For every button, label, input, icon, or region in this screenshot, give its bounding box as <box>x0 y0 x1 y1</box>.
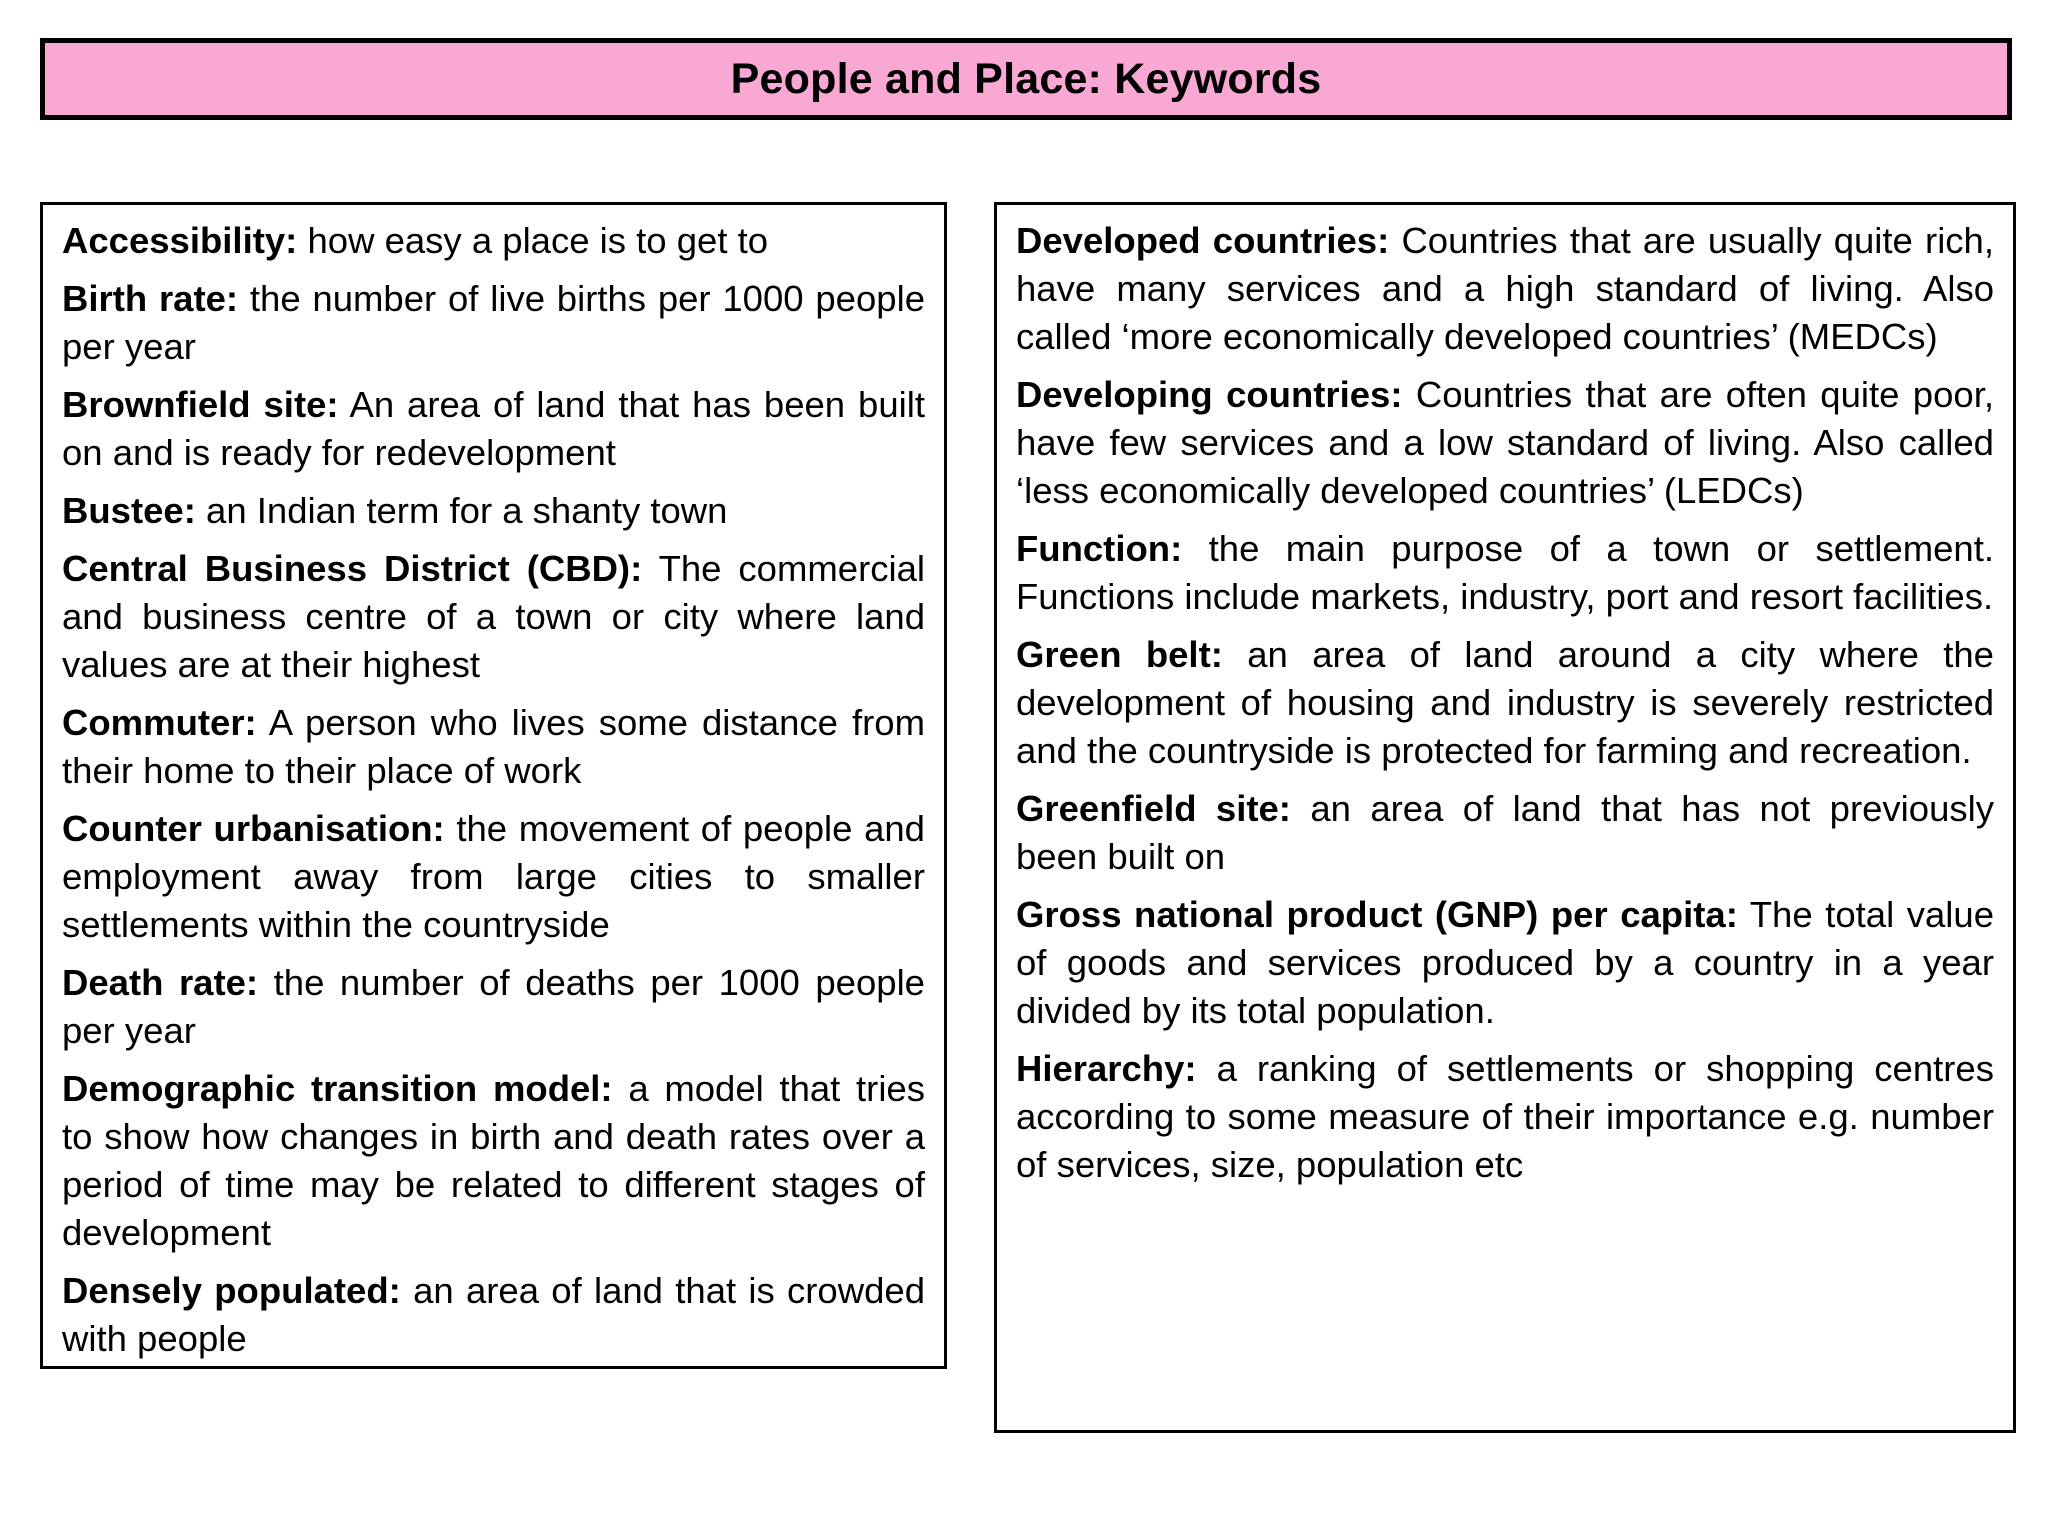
keyword-definition: an area of land around a city where the development of housing and industry is severely restricted and the countryside is protected for farming and recreation. <box>1016 634 1994 771</box>
keyword-entry-demographic-transition-model <box>62 1065 925 1257</box>
keyword-term: Hierarchy: <box>1016 1048 1197 1089</box>
keyword-entry-developing-countries <box>1016 371 1994 515</box>
keyword-definition: an area of land that is crowded with people <box>62 1270 925 1359</box>
keyword-term: Gross national product (GNP) per capita: <box>1016 894 1738 935</box>
keyword-entry-greenfield-site <box>1016 785 1994 881</box>
keyword-term: Green belt: <box>1016 634 1223 675</box>
keyword-definition: the number of deaths per 1000 people per year <box>62 962 925 1051</box>
keyword-definition: Countries that are usually quite rich, have many services and a high standard of living. Also called ‘more economically developed countries’ (MEDCs) <box>1016 220 1994 357</box>
keyword-term: Function: <box>1016 528 1183 569</box>
keyword-definition: how easy a place is to get to <box>307 220 769 261</box>
keyword-term: Bustee: <box>62 490 196 531</box>
keyword-entry-death-rate <box>62 959 925 1055</box>
keyword-definition: the movement of people and employment away from large cities to smaller settlements within the countryside <box>62 808 925 945</box>
keyword-definition: an area of land that has not previously been built on <box>1016 788 1994 877</box>
keyword-definition: An area of land that has been built on and is ready for redevelopment <box>62 384 925 473</box>
keyword-definition: the number of live births per 1000 people per year <box>62 278 925 367</box>
keyword-term: Central Business District (CBD): <box>62 548 643 589</box>
title-banner <box>40 38 2012 120</box>
keyword-entry-green-belt <box>1016 631 1994 775</box>
keyword-entry-bustee <box>62 487 925 535</box>
keyword-entry-commuter <box>62 699 925 795</box>
keyword-term: Death rate: <box>62 962 259 1003</box>
keyword-definition: The commercial and business centre of a town or city where land values are at their highest <box>62 548 926 685</box>
keyword-definition: the main purpose of a town or settlement. Functions include markets, industry, port and resort facilities. <box>1016 528 1994 617</box>
keyword-entry-accessibility <box>62 217 925 265</box>
keyword-term: Developed countries: <box>1016 220 1390 261</box>
keyword-definition: an Indian term for a shanty town <box>206 490 728 531</box>
keyword-term: Accessibility: <box>62 220 298 261</box>
keyword-entry-function <box>1016 525 1994 621</box>
right-keywords-box <box>994 202 2016 1433</box>
keyword-definition: a model that tries to show how changes in birth and death rates over a period of time may be related to different stages of development <box>62 1068 925 1253</box>
keyword-entry-gnp-per-capita <box>1016 891 1994 1035</box>
keyword-entry-birth-rate <box>62 275 925 371</box>
keyword-term: Counter urbanisation: <box>62 808 445 849</box>
keyword-term: Greenfield site: <box>1016 788 1291 829</box>
page-title: People and Place: Keywords <box>730 54 1322 103</box>
keyword-definition: The total value of goods and services produced by a country in a year divided by its total population. <box>1016 894 1994 1031</box>
keyword-entry-hierarchy <box>1016 1045 1994 1189</box>
keyword-definition: A person who lives some distance from their home to their place of work <box>62 702 925 791</box>
keyword-entry-counter-urbanisation <box>62 805 925 949</box>
keyword-term: Developing countries: <box>1016 374 1403 415</box>
keyword-entry-densely-populated <box>62 1267 925 1363</box>
keyword-term: Birth rate: <box>62 278 239 319</box>
keyword-entry-cbd <box>62 545 925 689</box>
keyword-term: Brownfield site: <box>62 384 339 425</box>
keyword-definition: Countries that are often quite poor, have few services and a low standard of living. Also called ‘less economically developed countries’ (LEDCs) <box>1016 374 1994 511</box>
keyword-term: Demographic transition model: <box>62 1068 613 1109</box>
keyword-entry-brownfield-site <box>62 381 925 477</box>
left-keywords-box <box>40 202 947 1369</box>
keyword-term: Densely populated: <box>62 1270 401 1311</box>
keyword-entry-developed-countries <box>1016 217 1994 361</box>
keyword-definition: a ranking of settlements or shopping centres according to some measure of their importance e.g. number of services, size, population etc <box>1016 1048 1994 1185</box>
keyword-term: Commuter: <box>62 702 257 743</box>
